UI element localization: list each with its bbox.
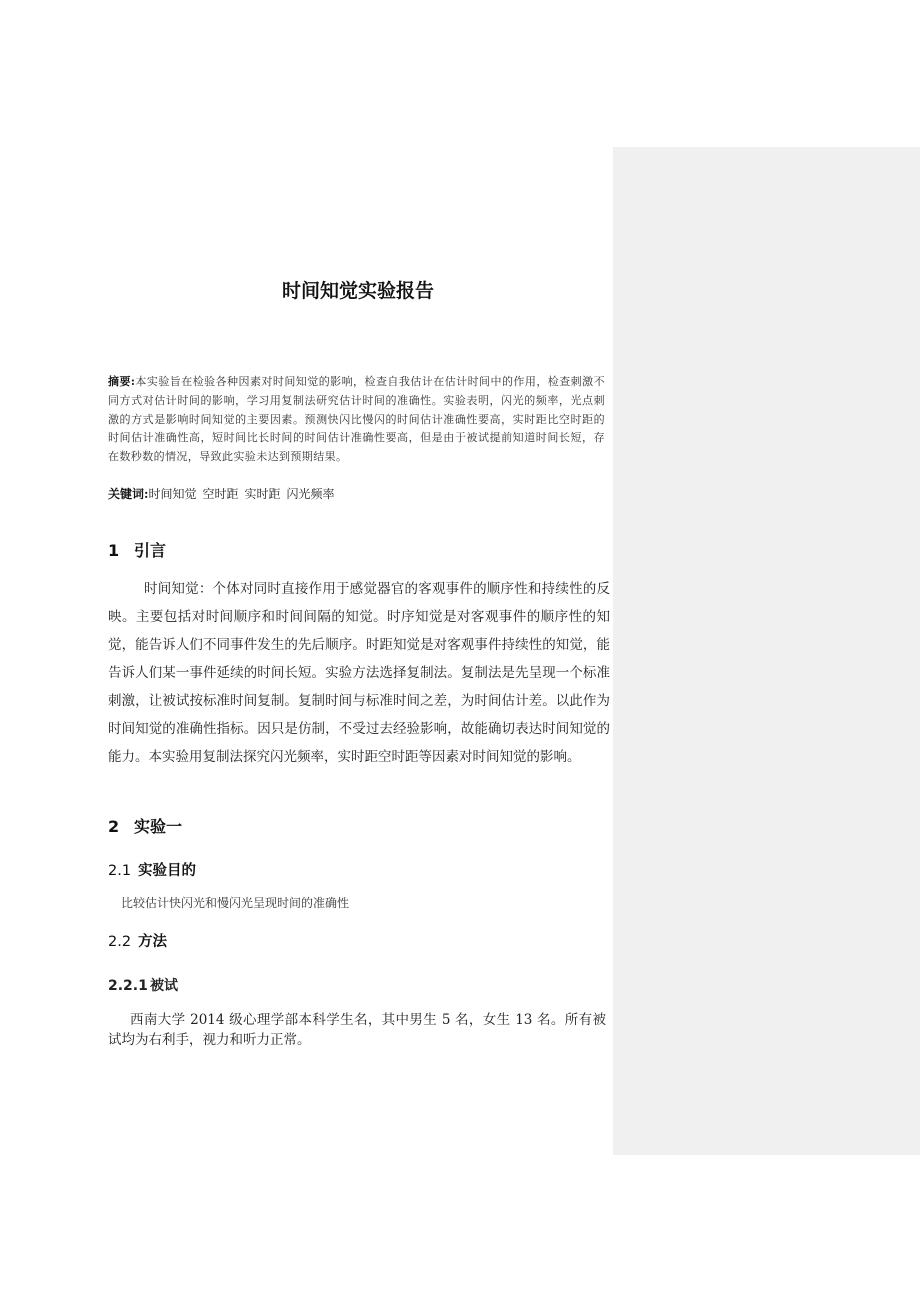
abstract (108, 373, 605, 467)
section-2-2-1-heading (108, 975, 178, 995)
section-number: 2.1 (108, 863, 132, 879)
keywords (108, 485, 608, 502)
section-number: 2.2 (108, 934, 132, 950)
keyword: 空时距 (202, 487, 239, 501)
intro-paragraph: 时间知觉：个体对同时直接作用于感觉器官的客观事件的顺序性和持续性的反映。主要包括对时间顺序和时间间隔的知觉。时序知觉是对客观事件的顺序性的知觉，能告诉人们不同事件发生的先后顺序。时距知觉是对客观事件持续性的知觉，能告诉人们某一事件延续的时间长短。实验方法选择复制法。复制法是先呈现一个标准刺激，让被试按标准时间复制。复制时间与标准时间之差，为时间估计差。以此作为时间知觉的准确性指标。因只是仿制，不受过去经验影响，故能确切表达时间知觉的能力。本实验用复制法探究闪光频率，实时距空时距等因素对时间知觉的影响。 (108, 581, 610, 765)
section-number: 2.2.1 (108, 978, 148, 994)
aim-text: 比较估计快闪光和慢闪光呈现时间的准确性 (121, 896, 350, 910)
section-2-heading (108, 814, 182, 837)
keywords-label: 关键词: (108, 487, 149, 501)
participants-paragraph: 西南大学 2014 级心理学部本科学生名，其中男生 5 名，女生 13 名。所有被试均为右利手，视力和听力正常。 (108, 1012, 606, 1048)
abstract-text: 本实验旨在检验各种因素对时间知觉的影响，检查自我估计在估计时间中的作用，检查刺激不同方式对估计时间的影响，学习用复制法研究估计时间的准确性。实验表明，闪光的频率，光点刺激的方式是影响时间知觉的主要因素。预测快闪比慢闪的时间估计准确性要高，实时距比空时距的时间估计准确性高，短时间比长时间的时间估计准确性要高，但是由于被试提前知道时间长短，存在数秒数的情况，导致此实验未达到预期结果。 (108, 375, 605, 464)
section-title: 方法 (138, 934, 167, 950)
abstract-label: 摘要: (108, 375, 136, 388)
keyword: 时间知觉 (148, 487, 197, 501)
keyword: 实时距 (244, 487, 281, 501)
section-1-heading (108, 538, 166, 561)
section-title: 实验一 (134, 817, 183, 836)
comment-margin-panel (613, 147, 920, 1155)
section-title: 被试 (150, 978, 178, 994)
section-number: 1 (108, 541, 120, 560)
section-number: 2 (108, 817, 120, 836)
section-title: 引言 (134, 541, 167, 560)
page-title: 时间知觉实验报告 (281, 280, 434, 302)
section-2-1-heading (108, 859, 196, 880)
section-title: 实验目的 (138, 863, 196, 879)
keyword: 闪光频率 (286, 487, 335, 501)
section-2-2-heading (108, 930, 167, 951)
